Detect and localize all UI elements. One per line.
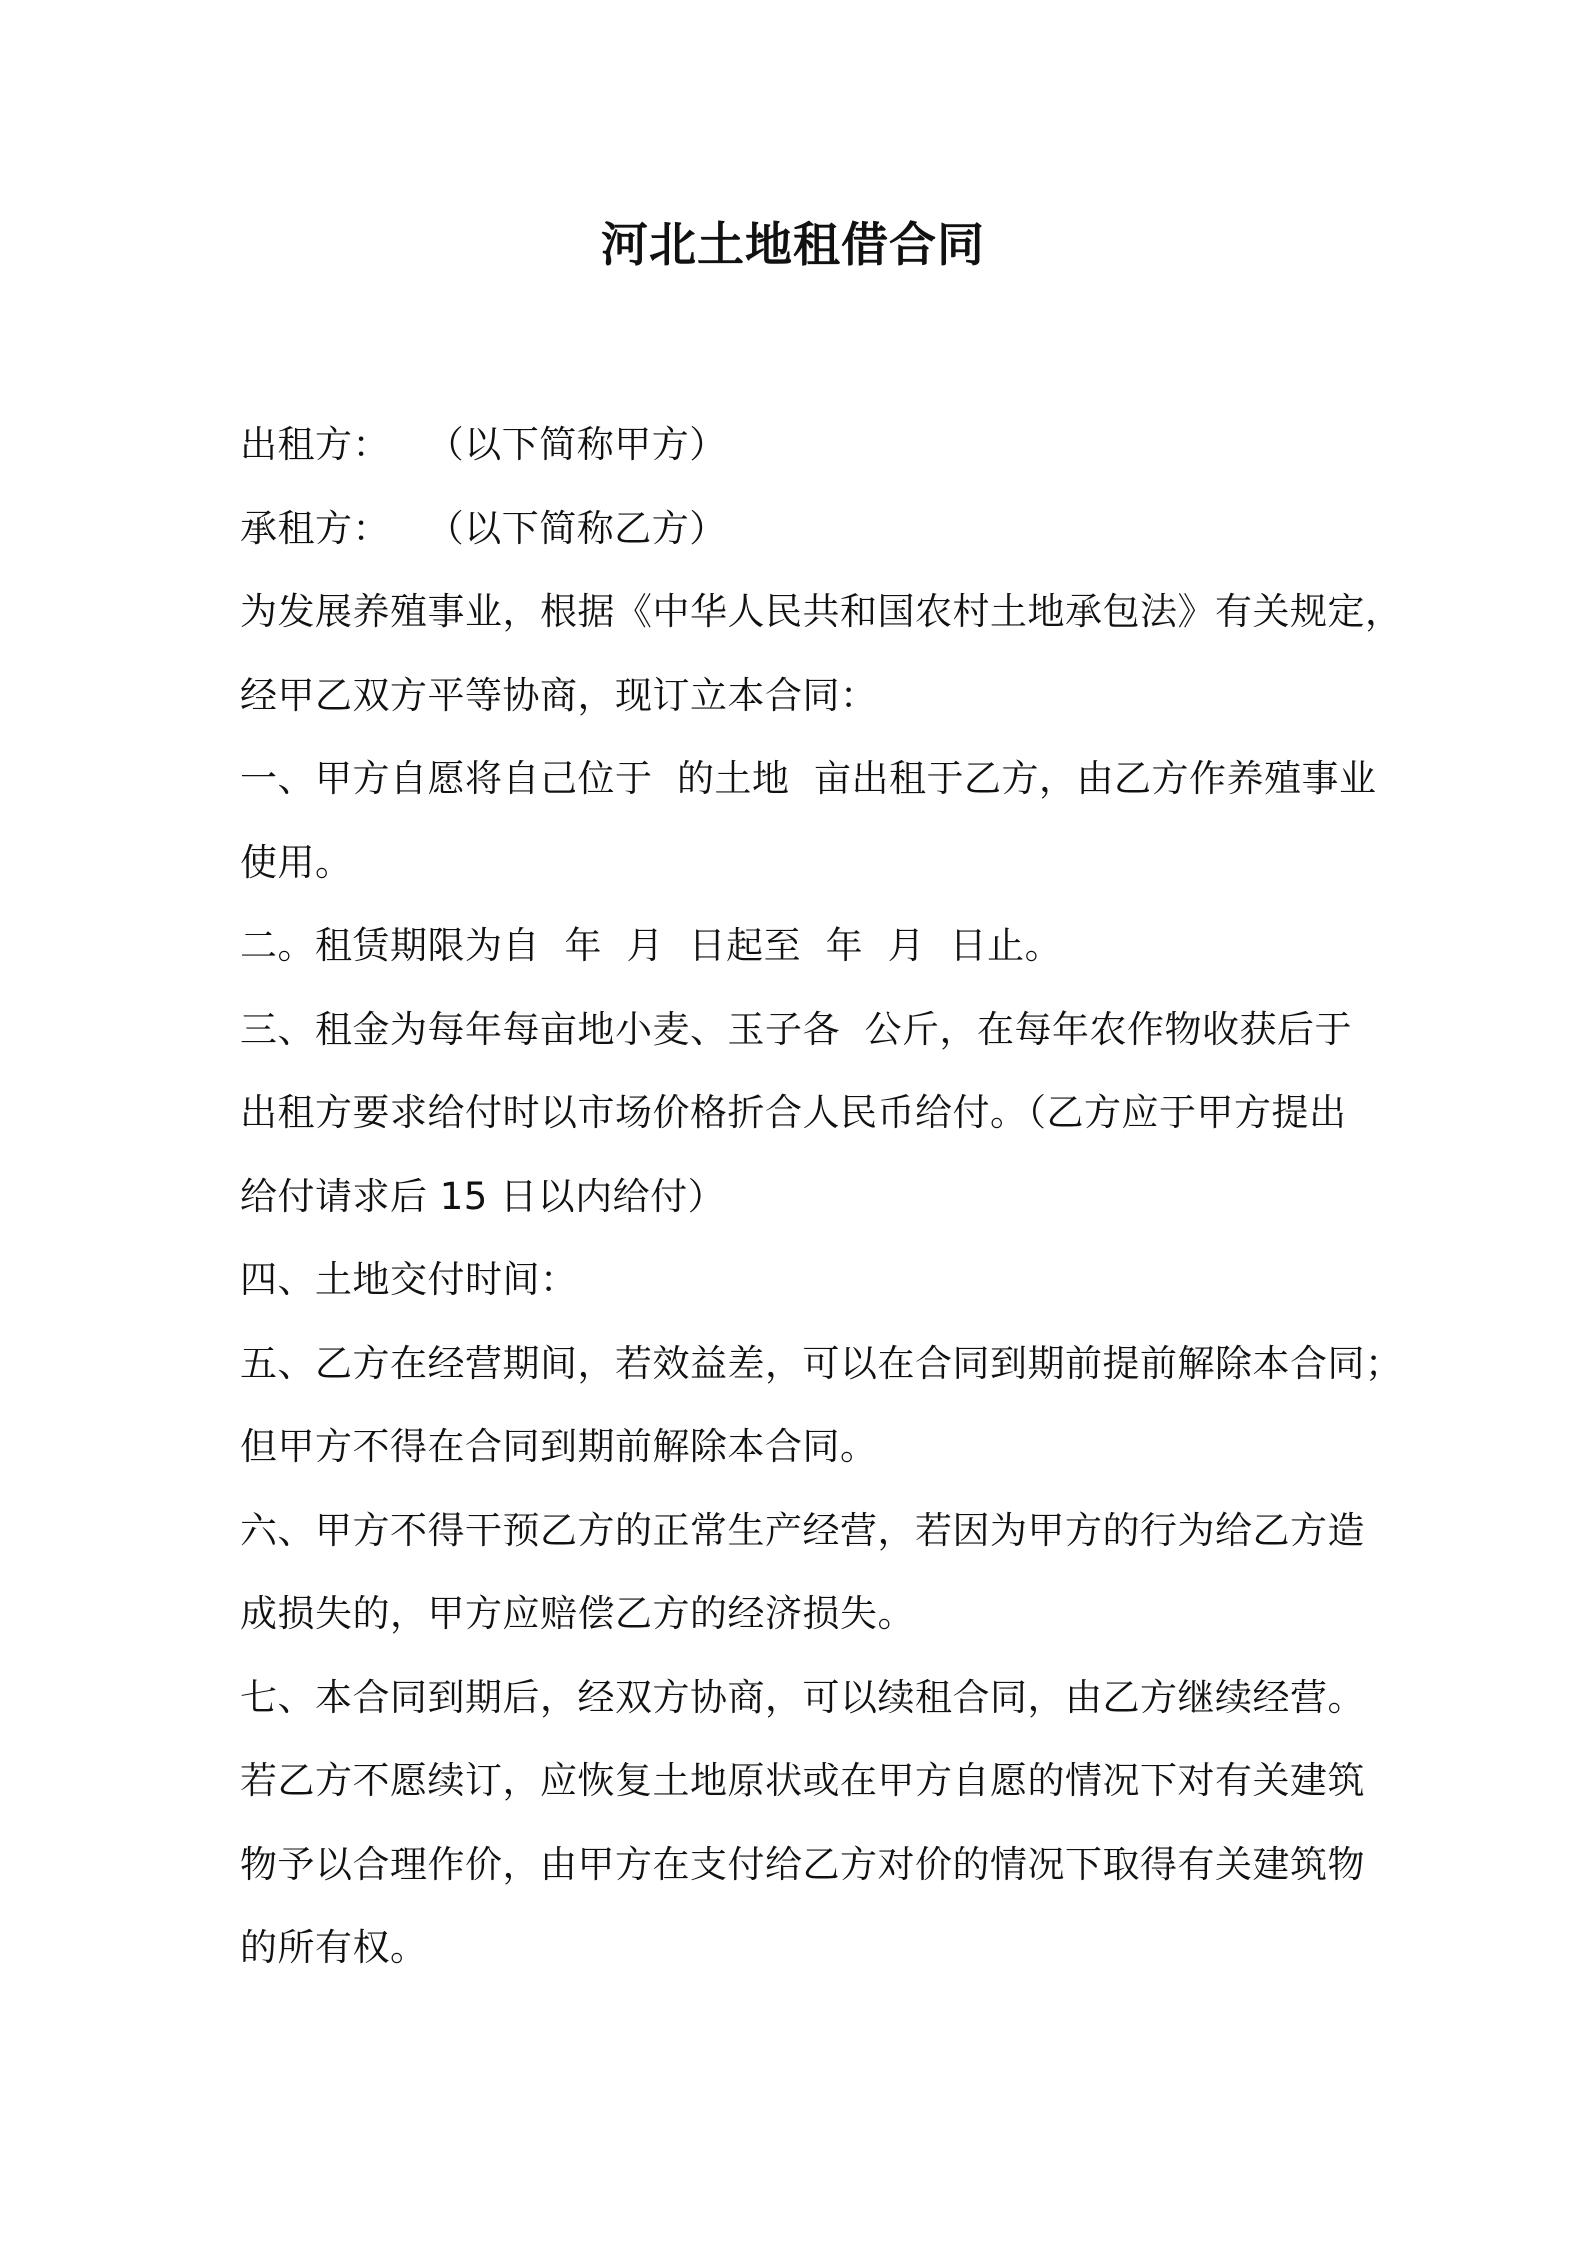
clause-5-line-1: 五、乙方在经营期间，若效益差，可以在合同到期前提前解除本合同； — [240, 1341, 1403, 1385]
clause-7-line-2: 若乙方不愿续订，应恢复土地原状或在甲方自愿的情况下对有关建筑 — [240, 1759, 1365, 1802]
lessor-line: 出租方： （以下简称甲方） — [240, 423, 727, 466]
document-title: 河北土地租借合同 — [601, 218, 985, 273]
preamble-line-2: 经甲乙双方平等协商，现订立本合同： — [240, 673, 878, 717]
clause-3-line-2: 出租方要求给付时以市场价格折合人民币给付。（乙方应于甲方提出 — [240, 1091, 1347, 1134]
clause-3-line-1: 三、租金为每年每亩地小麦、玉子各 公斤，在每年农作物收获后于 — [240, 1007, 1353, 1051]
preamble-line-1: 为发展养殖事业，根据《中华人民共和国农村土地承包法》有关规定， — [240, 590, 1403, 633]
clause-4-line-1: 四、土地交付时间： — [240, 1258, 578, 1301]
clause-1-line-1: 一、甲方自愿将自己位于 的土地 亩出租于乙方，由乙方作养殖事业 — [240, 757, 1377, 800]
document-body — [240, 403, 1403, 1990]
clause-3-line-3: 给付请求后 15 日以内给付） — [240, 1174, 726, 1218]
clause-7-line-4: 的所有权。 — [240, 1926, 428, 1969]
clause-7-line-1: 七、本合同到期后，经双方协商，可以续租合同，由乙方继续经营。 — [240, 1675, 1365, 1719]
lessee-line: 承租方： （以下简称乙方） — [240, 506, 727, 550]
clause-6-line-2: 成损失的，甲方应赔偿乙方的经济损失。 — [240, 1592, 915, 1635]
clause-5-line-2: 但甲方不得在合同到期前解除本合同。 — [240, 1425, 878, 1468]
clause-1-line-2: 使用。 — [240, 840, 353, 884]
clause-2-line-1: 二。租赁期限为自 年 月 日起至 年 月 日止。 — [240, 924, 1063, 967]
clause-6-line-1: 六、甲方不得干预乙方的正常生产经营，若因为甲方的行为给乙方造 — [240, 1508, 1365, 1552]
clause-7-line-3: 物予以合理作价，由甲方在支付给乙方对价的情况下取得有关建筑物 — [240, 1842, 1365, 1886]
